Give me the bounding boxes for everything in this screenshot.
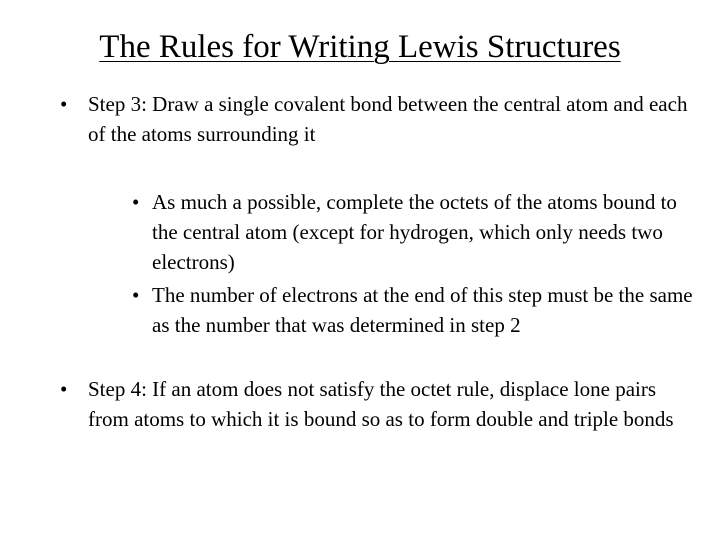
bullet-dot-icon: •: [132, 283, 140, 307]
bullet-dot-icon: •: [60, 92, 68, 116]
bullet-step-4: [60, 374, 700, 434]
bullet-text: The number of electrons at the end of this step must be the same as the number that was determined in step 2: [152, 283, 693, 337]
sub-bullet-complete-octets: [132, 187, 702, 277]
bullet-step-3: [60, 89, 700, 149]
slide-title: [0, 25, 720, 69]
sub-bullet-electron-count: [132, 280, 702, 340]
bullet-text: Step 4: If an atom does not satisfy the octet rule, displace lone pairs from atoms to which it is bound so as to form double and triple bonds: [88, 377, 674, 431]
bullet-text: Step 3: Draw a single covalent bond between the central atom and each of the atoms surrounding it: [88, 92, 688, 146]
bullet-dot-icon: •: [132, 190, 140, 214]
bullet-text: As much a possible, complete the octets of the atoms bound to the central atom (except for hydrogen, which only needs two electrons): [152, 190, 677, 274]
slide-title-text: The Rules for Writing Lewis Structures: [99, 29, 621, 65]
bullet-dot-icon: •: [60, 377, 68, 401]
